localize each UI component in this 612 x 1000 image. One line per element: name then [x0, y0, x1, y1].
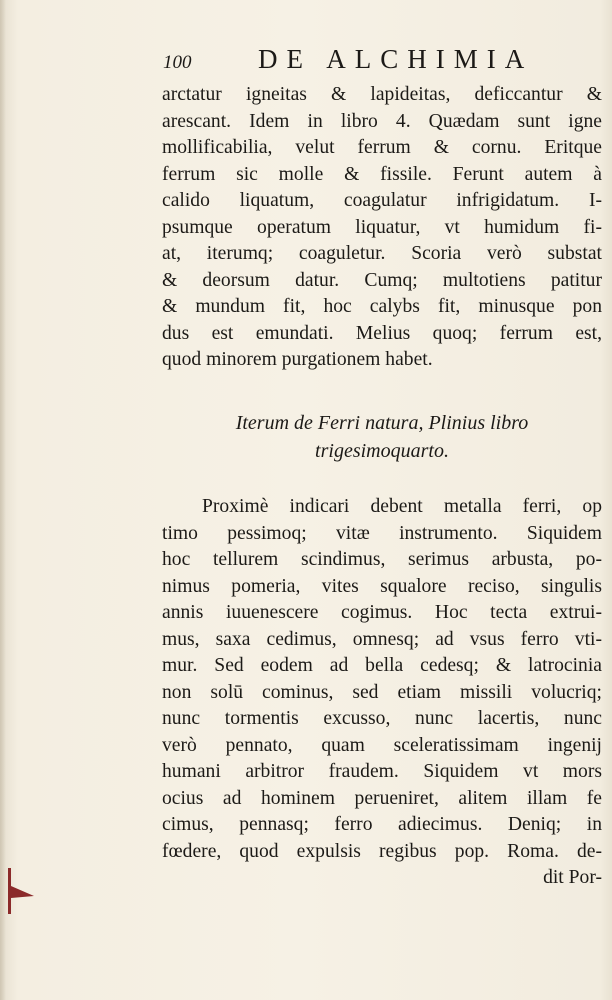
text-line: verò pennato, quam sceleratissimam ingenij — [162, 734, 602, 756]
text-line: ocius ad hominem perueniret, alitem illam fe — [162, 787, 602, 809]
text-line: & mundum fit, hoc calybs fit, minusque pon — [162, 296, 602, 317]
text-line: annis iuuenescere cogimus. Hoc tecta extrui- — [162, 602, 602, 623]
bookmark-marker-icon — [6, 866, 36, 916]
text-line: at, iterumq; coaguletur. Scoria verò substat — [162, 243, 602, 264]
text-line: Proximè indicari debent metalla ferri, op — [202, 496, 602, 517]
section-heading — [162, 409, 602, 465]
page-edge-shadow — [0, 0, 6, 1000]
text-line: fœdere, quod expulsis regibus pop. Roma. de- — [162, 840, 602, 862]
text-line: calido liquatum, coagulatur infrigidatum. I- — [162, 190, 602, 211]
text-line: psumque operatum liquatur, vt humidum fi- — [162, 216, 602, 238]
heading-line-2: trigesimoquarto. — [315, 440, 449, 462]
heading-line-1: Iterum de Ferri natura, Plinius libro — [235, 412, 529, 434]
text-line: nimus pomeria, vites squalore reciso, singulis — [162, 575, 602, 597]
text-line: mus, saxa cedimus, omnesq; ad vsus ferro vti- — [162, 628, 602, 650]
catchword: dit Por- — [543, 867, 602, 888]
text-line: dus est emundati. Melius quoq; ferrum est, — [162, 322, 602, 344]
text-line: nunc tormentis excusso, nunc lacertis, nunc — [162, 708, 602, 729]
text-line: hoc tellurem scindimus, serimus arbusta, po- — [162, 549, 602, 570]
text-line: non solū cominus, sed etiam missili volucriq; — [162, 681, 602, 703]
text-line: mur. Sed eodem ad bella cedesq; & latrocinia — [162, 655, 602, 676]
running-title: DE ALCHIMIA — [258, 44, 534, 74]
page-header — [163, 44, 603, 80]
text-line: mollificabilia, velut ferrum & cornu. Eritque — [162, 137, 602, 158]
text-line: quod minorem purgationem habet. — [162, 349, 433, 370]
text-line: humani arbitror fraudem. Siquidem vt mors — [162, 761, 602, 782]
text-line: ferrum sic molle & fissile. Ferunt autem à — [162, 163, 602, 185]
text-line: & deorsum datur. Cumq; multotiens patitur — [162, 269, 602, 291]
text-line: arctatur igneitas & lapideitas, deficcantur & — [162, 84, 602, 105]
text-line: timo pessimoq; vitæ instrumento. Siquidem — [162, 522, 602, 544]
page-number: 100 — [163, 52, 192, 73]
paragraph-2 — [162, 494, 602, 892]
paragraph-1 — [162, 82, 602, 374]
text-line: cimus, pennasq; ferro adiecimus. Deniq; in — [162, 814, 602, 835]
text-line: arescant. Idem in libro 4. Quædam sunt igne — [162, 110, 602, 132]
